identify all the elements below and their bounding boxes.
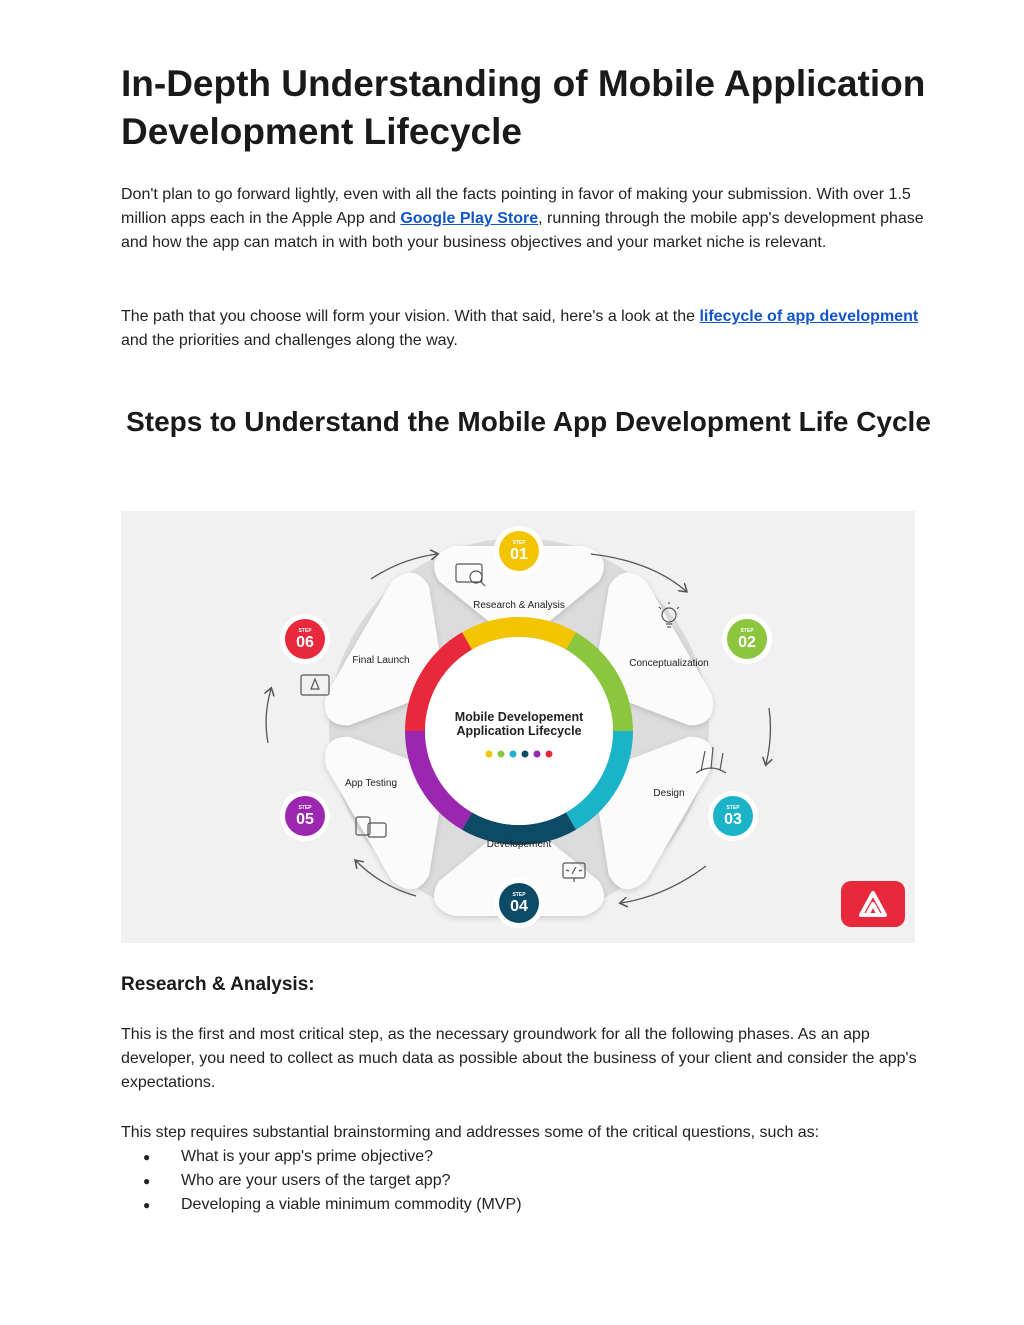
- research-paragraph: This is the first and most critical step, as the necessary groundwork for all the following phases. As an app developer, you need to collect as much data as possible about the business of your client and consider the app's expectations.: [121, 1026, 917, 1091]
- lifecycle-diagram: [121, 511, 915, 943]
- page-title: In-Depth Understanding of Mobile Application Development Lifecycle: [121, 63, 926, 152]
- steps-heading: Steps to Understand the Mobile App Development Life Cycle: [126, 406, 931, 437]
- path-paragraph: [121, 305, 941, 353]
- bullet-icon: ●: [143, 1174, 151, 1188]
- badge-step-word: STEP: [298, 628, 312, 634]
- launch-rocket-icon: [301, 675, 329, 695]
- color-dot: [534, 751, 541, 758]
- color-dot: [522, 751, 529, 758]
- list-item-text: Developing a viable minimum commodity (MVP): [181, 1196, 522, 1213]
- google-play-store-link[interactable]: Google Play Store: [400, 210, 539, 227]
- badge-step-word: STEP: [740, 628, 754, 634]
- list-item: [121, 1193, 522, 1217]
- questions-intro-paragraph: This step requires substantial brainstorming and addresses some of the critical questions, such as:: [121, 1124, 820, 1141]
- badge-number: 01: [510, 546, 528, 563]
- badge-step-word: STEP: [298, 805, 312, 811]
- arrow-02-03: [766, 708, 770, 764]
- step-label: Conceptualization: [629, 658, 709, 669]
- arrow-05-06: [266, 689, 271, 743]
- list-item: [121, 1169, 522, 1193]
- center-title-line2: Application Lifecycle: [456, 724, 582, 738]
- bullet-icon: ●: [143, 1150, 151, 1164]
- badge-step-word: STEP: [512, 540, 526, 546]
- step-label: Developement: [486, 839, 552, 850]
- list-item-text: What is your app's prime objective?: [181, 1148, 434, 1165]
- step-label: Research & Analysis: [473, 600, 565, 611]
- color-dot: [486, 751, 493, 758]
- badge-number: 03: [724, 811, 742, 828]
- bullet-icon: ●: [143, 1198, 151, 1212]
- badge-number: 02: [738, 634, 756, 651]
- step-label: Design: [653, 788, 685, 799]
- intro-paragraph: [121, 183, 941, 255]
- badge-number: 05: [296, 811, 314, 828]
- brand-logo: [841, 881, 905, 927]
- color-dot: [498, 751, 505, 758]
- center-title-line1: Mobile Developement: [454, 710, 584, 724]
- intro-text-start: Don't plan to go forward lightly, even with all the facts pointing in favor of making your submission. With over 1.5 million apps each in the Apple App and: [121, 186, 911, 227]
- step-label: Final Launch: [352, 655, 410, 666]
- path-text-end: and the priorities and challenges along the way.: [121, 332, 458, 349]
- badge-step-word: STEP: [726, 805, 740, 811]
- color-dot: [546, 751, 553, 758]
- badge-step-word: STEP: [512, 892, 526, 898]
- intro-text-end: , running through the mobile app's development phase and how the app can match in with both your business objectives and your market niche is relevant.: [121, 210, 924, 251]
- badge-number: 04: [510, 898, 528, 915]
- path-text-start: The path that you choose will form your vision. With that said, here's a look at the: [121, 308, 700, 325]
- list-item-text: Who are your users of the target app?: [181, 1172, 451, 1189]
- badge-number: 06: [296, 634, 314, 651]
- research-heading: Research & Analysis:: [121, 974, 315, 995]
- step-label: App Testing: [344, 778, 398, 789]
- questions-list: [121, 1145, 522, 1217]
- lifecycle-link[interactable]: lifecycle of app development: [699, 308, 919, 325]
- color-dot: [510, 751, 517, 758]
- list-item: [121, 1145, 522, 1169]
